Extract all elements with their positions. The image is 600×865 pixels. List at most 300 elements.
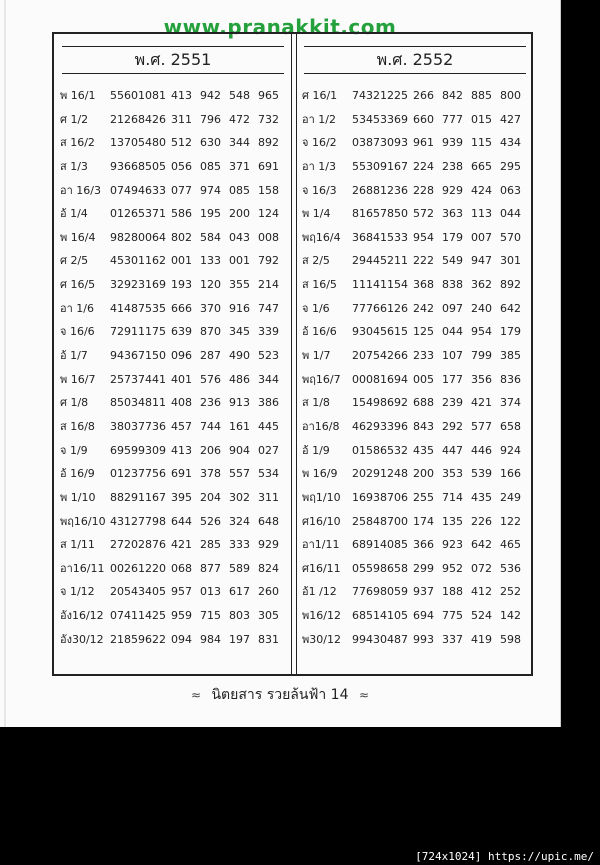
result-row <box>298 297 531 321</box>
date: จ 16/2 <box>302 136 337 150</box>
two-digit: 75 <box>152 325 166 339</box>
three-digit-b: 135 <box>442 514 463 528</box>
result-row <box>298 533 531 557</box>
result-row <box>298 580 531 604</box>
three-digit-a: 299 <box>413 561 434 575</box>
two-digit: 33 <box>394 230 408 244</box>
date: ส 1/11 <box>60 538 95 552</box>
main-number: 431277 <box>110 514 152 528</box>
two-digit: 85 <box>394 538 408 552</box>
three-digit-c: 799 <box>471 349 492 363</box>
result-row <box>298 131 531 155</box>
three-digit-a: 200 <box>413 467 434 481</box>
main-number: 137054 <box>110 136 152 150</box>
two-digit: 25 <box>394 89 408 102</box>
three-digit-a: 266 <box>413 89 434 102</box>
three-digit-b: 939 <box>442 136 463 150</box>
three-digit-c: 424 <box>471 183 492 197</box>
column-2551 <box>54 34 292 674</box>
date: พฤ16/7 <box>302 372 341 386</box>
column-2552 <box>298 34 531 674</box>
ornament-left-icon: ≈ <box>190 688 202 702</box>
main-number: 850348 <box>110 396 152 410</box>
three-digit-c: 589 <box>229 561 250 575</box>
three-digit-c: 617 <box>229 585 250 599</box>
result-row <box>298 486 531 510</box>
three-digit-a: 242 <box>413 301 434 315</box>
three-digit-c: 072 <box>471 561 492 575</box>
three-digit-a: 937 <box>413 585 434 599</box>
three-digit-c: 435 <box>471 490 492 504</box>
three-digit-b: 447 <box>442 443 463 457</box>
two-digit: 15 <box>394 325 408 339</box>
date: อา16/11 <box>60 561 105 575</box>
three-digit-a: 957 <box>171 585 192 599</box>
three-digit-a: 639 <box>171 325 192 339</box>
three-digit-c: 539 <box>471 467 492 481</box>
main-number: 000816 <box>352 372 394 386</box>
three-digit-a: 572 <box>413 207 434 221</box>
three-digit-d: 465 <box>500 538 521 552</box>
main-number: 380377 <box>110 419 152 433</box>
result-row <box>298 108 531 132</box>
three-digit-d: 800 <box>500 89 521 102</box>
two-digit: 98 <box>152 514 166 528</box>
three-digit-d: 260 <box>258 585 279 599</box>
three-digit-a: 694 <box>413 609 434 623</box>
three-digit-d: 374 <box>500 396 521 410</box>
two-digit: 56 <box>152 467 166 481</box>
three-digit-c: 665 <box>471 159 492 173</box>
date: ศ16/11 <box>302 561 341 575</box>
main-number: 743212 <box>352 89 394 102</box>
three-digit-c: 446 <box>471 443 492 457</box>
date: อา1/11 <box>302 538 340 552</box>
three-digit-d: 523 <box>258 349 279 363</box>
image-size-badge: [724x1024] https://upic.me/ <box>411 848 598 865</box>
date: พ 1/10 <box>60 490 96 504</box>
result-row <box>298 391 531 415</box>
three-digit-a: 401 <box>171 372 192 386</box>
result-row <box>54 155 292 179</box>
three-digit-c: 226 <box>471 514 492 528</box>
main-number: 982800 <box>110 230 152 244</box>
three-digit-c: 333 <box>229 538 250 552</box>
three-digit-b: 120 <box>200 278 221 292</box>
three-digit-a: 688 <box>413 396 434 410</box>
two-digit: 94 <box>394 372 408 386</box>
date: ส 16/8 <box>60 419 95 433</box>
three-digit-b: 195 <box>200 207 221 221</box>
three-digit-d: 249 <box>500 490 521 504</box>
three-digit-c: 362 <box>471 278 492 292</box>
three-digit-d: 434 <box>500 136 521 150</box>
result-row <box>298 604 531 628</box>
result-row <box>298 226 531 250</box>
two-digit: 11 <box>152 396 166 410</box>
two-digit: 35 <box>152 301 166 315</box>
main-number: 207542 <box>352 349 394 363</box>
date: ส 16/2 <box>60 136 95 150</box>
three-digit-b: 942 <box>200 89 221 102</box>
three-digit-d: 344 <box>258 372 279 386</box>
two-digit: 69 <box>152 278 166 292</box>
two-digit: 32 <box>394 443 408 457</box>
main-number: 154986 <box>352 396 394 410</box>
main-number: 202912 <box>352 467 394 481</box>
main-number: 218596 <box>110 632 152 646</box>
three-digit-c: 371 <box>229 159 250 173</box>
main-number: 111411 <box>352 278 394 292</box>
two-digit: 26 <box>394 301 408 315</box>
date: ศ 16/1 <box>302 89 338 102</box>
date: ศ 1/8 <box>60 396 89 410</box>
two-digit: 96 <box>394 419 408 433</box>
three-digit-a: 586 <box>171 207 192 221</box>
three-digit-c: 113 <box>471 207 492 221</box>
two-digit: 05 <box>394 609 408 623</box>
main-number: 882911 <box>110 490 152 504</box>
date: ศ 2/5 <box>60 254 89 268</box>
three-digit-c: 524 <box>471 609 492 623</box>
three-digit-b: 097 <box>442 301 463 315</box>
three-digit-d: 534 <box>258 467 279 481</box>
result-row <box>54 273 292 297</box>
main-number: 294452 <box>352 254 394 268</box>
date: พฤ16/10 <box>60 514 106 528</box>
two-digit: 81 <box>152 89 166 102</box>
date: อ้1 /12 <box>302 585 337 599</box>
three-digit-b: 285 <box>200 538 221 552</box>
three-digit-c: 200 <box>229 207 250 221</box>
three-digit-b: 984 <box>200 632 221 646</box>
result-row <box>298 202 531 226</box>
two-digit: 54 <box>394 278 408 292</box>
date: จ 16/3 <box>302 183 337 197</box>
main-number: 368415 <box>352 230 394 244</box>
three-digit-c: 557 <box>229 467 250 481</box>
three-digit-d: 122 <box>500 514 521 528</box>
three-digit-a: 413 <box>171 443 192 457</box>
rows-2552 <box>298 84 531 651</box>
three-digit-b: 085 <box>200 159 221 173</box>
main-number: 685141 <box>352 609 394 623</box>
year-header-2551: พ.ศ. 2551 <box>62 46 284 74</box>
two-digit: 22 <box>152 632 166 646</box>
three-digit-b: 370 <box>200 301 221 315</box>
result-row <box>54 202 292 226</box>
three-digit-c: 356 <box>471 372 492 386</box>
three-digit-b: 744 <box>200 419 221 433</box>
two-digit: 67 <box>394 159 408 173</box>
main-number: 257374 <box>110 372 152 386</box>
results-table <box>52 32 533 676</box>
date: ศ 1/2 <box>60 112 89 126</box>
main-number: 689140 <box>352 538 394 552</box>
date: ส 2/5 <box>302 254 330 268</box>
three-digit-a: 222 <box>413 254 434 268</box>
result-row <box>54 462 292 486</box>
three-digit-d: 305 <box>258 609 279 623</box>
date: อ้ 16/6 <box>302 325 337 339</box>
three-digit-c: 642 <box>471 538 492 552</box>
three-digit-d: 166 <box>500 467 521 481</box>
main-number: 329231 <box>110 278 152 292</box>
three-digit-b: 238 <box>442 159 463 173</box>
date: อา16/8 <box>302 419 340 433</box>
date: อา 1/2 <box>302 112 336 126</box>
main-number: 414875 <box>110 301 152 315</box>
three-digit-a: 311 <box>171 112 192 126</box>
three-digit-d: 732 <box>258 112 279 126</box>
date: พ 16/4 <box>60 230 96 244</box>
main-number: 695993 <box>110 443 152 457</box>
three-digit-b: 870 <box>200 325 221 339</box>
two-digit: 71 <box>152 207 166 221</box>
result-row <box>298 628 531 652</box>
three-digit-d: 929 <box>258 538 279 552</box>
two-digit: 62 <box>152 254 166 268</box>
three-digit-c: 419 <box>471 632 492 646</box>
two-digit: 59 <box>394 585 408 599</box>
main-number: 038730 <box>352 136 394 150</box>
three-digit-a: 174 <box>413 514 434 528</box>
two-digit: 80 <box>152 136 166 150</box>
three-digit-c: 548 <box>229 89 250 102</box>
three-digit-b: 013 <box>200 585 221 599</box>
two-digit: 69 <box>394 112 408 126</box>
date: พ16/12 <box>302 609 341 623</box>
main-number: 012653 <box>110 207 152 221</box>
three-digit-a: 255 <box>413 490 434 504</box>
three-digit-b: 796 <box>200 112 221 126</box>
result-row <box>54 108 292 132</box>
three-digit-c: 486 <box>229 372 250 386</box>
three-digit-c: 302 <box>229 490 250 504</box>
two-digit: 92 <box>394 396 408 410</box>
date: พ30/12 <box>302 632 341 646</box>
result-row <box>298 439 531 463</box>
date: ส 1/3 <box>60 159 88 173</box>
date: ศ 16/5 <box>60 278 96 292</box>
result-row <box>54 320 292 344</box>
three-digit-d: 642 <box>500 301 521 315</box>
three-digit-d: 179 <box>500 325 521 339</box>
date: อัง16/12 <box>60 609 104 623</box>
three-digit-d: 691 <box>258 159 279 173</box>
three-digit-d: 648 <box>258 514 279 528</box>
three-digit-d: 536 <box>500 561 521 575</box>
result-row <box>298 179 531 203</box>
three-digit-a: 224 <box>413 159 434 173</box>
three-digit-d: 339 <box>258 325 279 339</box>
three-digit-c: 085 <box>229 183 250 197</box>
main-number: 936685 <box>110 159 152 173</box>
main-number: 074946 <box>110 183 152 197</box>
result-row <box>54 604 292 628</box>
three-digit-b: 188 <box>442 585 463 599</box>
two-digit: 93 <box>394 136 408 150</box>
three-digit-d: 965 <box>258 89 279 102</box>
three-digit-d: 836 <box>500 372 521 386</box>
main-number: 055986 <box>352 561 394 575</box>
three-digit-a: 228 <box>413 183 434 197</box>
three-digit-b: 363 <box>442 207 463 221</box>
three-digit-d: 598 <box>500 632 521 646</box>
three-digit-a: 959 <box>171 609 192 623</box>
result-row <box>298 249 531 273</box>
three-digit-b: 133 <box>200 254 221 268</box>
result-row <box>54 628 292 652</box>
three-digit-d: 427 <box>500 112 521 126</box>
three-digit-b: 353 <box>442 467 463 481</box>
three-digit-c: 043 <box>229 230 250 244</box>
three-digit-b: 177 <box>442 372 463 386</box>
two-digit: 20 <box>152 561 166 575</box>
three-digit-c: 421 <box>471 396 492 410</box>
date: พ 1/7 <box>302 349 331 363</box>
result-row <box>298 273 531 297</box>
result-row <box>54 368 292 392</box>
two-digit: 67 <box>152 490 166 504</box>
main-number: 169387 <box>352 490 394 504</box>
three-digit-d: 831 <box>258 632 279 646</box>
three-digit-d: 044 <box>500 207 521 221</box>
three-digit-d: 124 <box>258 207 279 221</box>
two-digit: 66 <box>394 349 408 363</box>
three-digit-d: 386 <box>258 396 279 410</box>
three-digit-a: 413 <box>171 89 192 102</box>
three-digit-d: 252 <box>500 585 521 599</box>
three-digit-b: 044 <box>442 325 463 339</box>
two-digit: 76 <box>152 538 166 552</box>
three-digit-c: 803 <box>229 609 250 623</box>
three-digit-d: 027 <box>258 443 279 457</box>
three-digit-d: 570 <box>500 230 521 244</box>
three-digit-b: 204 <box>200 490 221 504</box>
three-digit-a: 691 <box>171 467 192 481</box>
three-digit-b: 179 <box>442 230 463 244</box>
three-digit-c: 344 <box>229 136 250 150</box>
date: พ 16/9 <box>302 467 338 481</box>
three-digit-b: 526 <box>200 514 221 528</box>
three-digit-d: 295 <box>500 159 521 173</box>
date: พ 1/4 <box>302 207 331 221</box>
result-row <box>298 415 531 439</box>
result-row <box>54 297 292 321</box>
date: ส 16/5 <box>302 278 337 292</box>
result-row <box>298 462 531 486</box>
two-digit: 25 <box>152 609 166 623</box>
three-digit-a: 193 <box>171 278 192 292</box>
three-digit-b: 206 <box>200 443 221 457</box>
three-digit-b: 952 <box>442 561 463 575</box>
result-row <box>298 84 531 108</box>
three-digit-b: 337 <box>442 632 463 646</box>
two-digit: 33 <box>152 183 166 197</box>
result-row <box>298 320 531 344</box>
three-digit-c: 015 <box>471 112 492 126</box>
two-digit: 00 <box>394 514 408 528</box>
date: พฤ16/4 <box>302 230 341 244</box>
three-digit-b: 584 <box>200 230 221 244</box>
three-digit-c: 947 <box>471 254 492 268</box>
three-digit-c: 412 <box>471 585 492 599</box>
three-digit-d: 142 <box>500 609 521 623</box>
result-row <box>54 439 292 463</box>
three-digit-a: 005 <box>413 372 434 386</box>
three-digit-d: 385 <box>500 349 521 363</box>
three-digit-a: 001 <box>171 254 192 268</box>
date: ศ16/10 <box>302 514 341 528</box>
date: จ 1/6 <box>302 301 330 315</box>
three-digit-d: 214 <box>258 278 279 292</box>
three-digit-a: 421 <box>171 538 192 552</box>
main-number: 462933 <box>352 419 394 433</box>
three-digit-b: 239 <box>442 396 463 410</box>
two-digit: 06 <box>394 490 408 504</box>
date: จ 1/9 <box>60 443 88 457</box>
date: อ้ 16/9 <box>60 467 95 481</box>
three-digit-c: 197 <box>229 632 250 646</box>
main-number: 777661 <box>352 301 394 315</box>
three-digit-a: 457 <box>171 419 192 433</box>
ornament-right-icon: ≈ <box>358 688 370 702</box>
two-digit: 26 <box>152 112 166 126</box>
date: อัง30/12 <box>60 632 104 646</box>
three-digit-b: 107 <box>442 349 463 363</box>
date: อา 1/3 <box>302 159 336 173</box>
result-row <box>54 179 292 203</box>
three-digit-a: 435 <box>413 443 434 457</box>
three-digit-b: 549 <box>442 254 463 268</box>
three-digit-c: 355 <box>229 278 250 292</box>
main-number: 930456 <box>352 325 394 339</box>
two-digit: 09 <box>152 443 166 457</box>
main-number: 453011 <box>110 254 152 268</box>
three-digit-a: 068 <box>171 561 192 575</box>
three-digit-b: 838 <box>442 278 463 292</box>
three-digit-a: 512 <box>171 136 192 150</box>
three-digit-c: 345 <box>229 325 250 339</box>
three-digit-a: 125 <box>413 325 434 339</box>
three-digit-d: 747 <box>258 301 279 315</box>
main-number: 272028 <box>110 538 152 552</box>
two-digit: 64 <box>152 230 166 244</box>
two-digit: 50 <box>152 349 166 363</box>
date: พ 16/1 <box>60 89 96 102</box>
three-digit-c: 577 <box>471 419 492 433</box>
date: จ 16/6 <box>60 325 95 339</box>
footer-title: นิตยสาร รวยล้นฟ้า 14 <box>211 687 349 703</box>
three-digit-c: 324 <box>229 514 250 528</box>
three-digit-d: 892 <box>258 136 279 150</box>
three-digit-a: 233 <box>413 349 434 363</box>
two-digit: 87 <box>394 632 408 646</box>
result-row <box>298 510 531 534</box>
date: อ้ 1/4 <box>60 207 88 221</box>
watermark-url: www.pranakkit.com <box>163 15 397 39</box>
date: จ 1/12 <box>60 585 95 599</box>
three-digit-d: 008 <box>258 230 279 244</box>
main-number: 015865 <box>352 443 394 457</box>
year-header-2552: พ.ศ. 2552 <box>304 46 526 74</box>
main-number: 553091 <box>352 159 394 173</box>
two-digit: 36 <box>394 183 408 197</box>
main-number: 205434 <box>110 585 152 599</box>
two-digit: 11 <box>394 254 408 268</box>
three-digit-b: 777 <box>442 112 463 126</box>
